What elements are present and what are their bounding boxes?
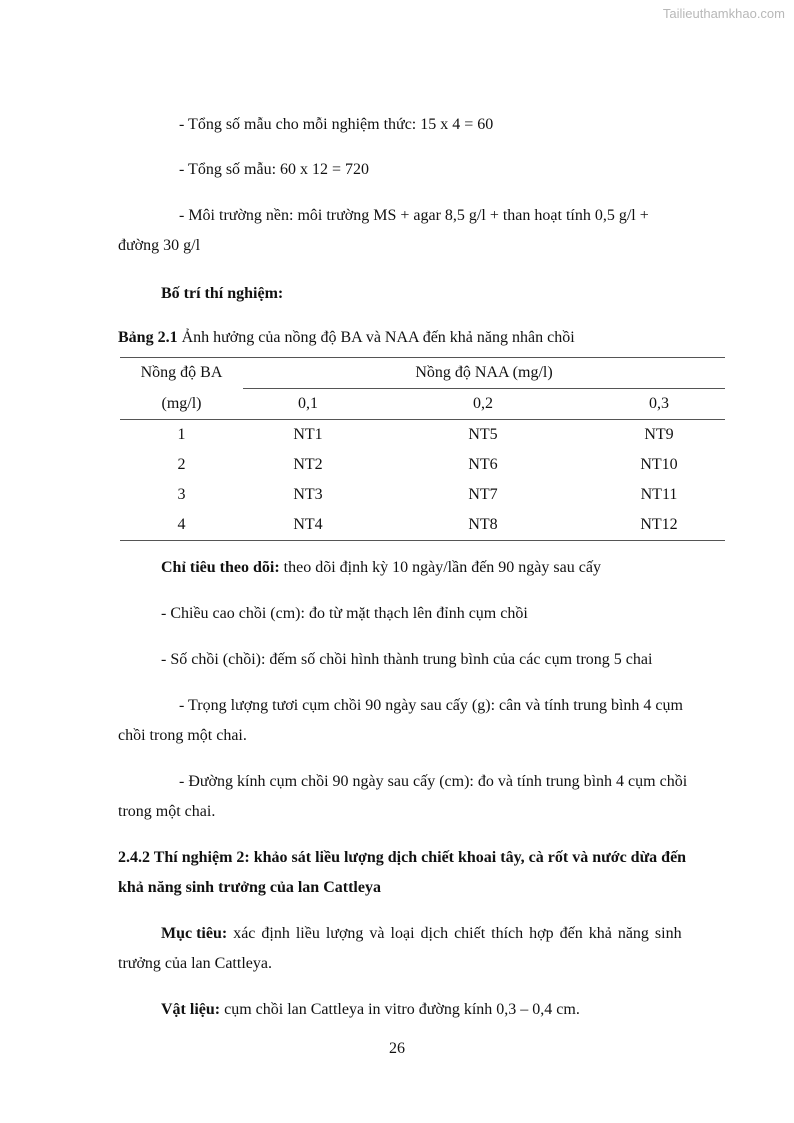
layout-heading: Bố trí thí nghiệm: xyxy=(161,285,284,302)
objective-text-line1: xác định liều lượng và loại dịch chiết thích hợp đến khả năng sinh xyxy=(227,925,682,942)
treatment-cell: NT9 xyxy=(644,426,674,443)
ba-header-line1: Nồng độ BA xyxy=(120,358,243,389)
material-label: Vật liệu: xyxy=(161,1001,221,1018)
ba-value: 2 xyxy=(177,456,186,473)
naa-col-2: 0,3 xyxy=(593,389,725,420)
total-sample-count: - Tổng số mẫu: 60 x 12 = 720 xyxy=(179,161,370,178)
table-header-row xyxy=(120,358,725,389)
treatment-cell: NT5 xyxy=(468,426,498,443)
ba-value: 3 xyxy=(177,486,186,503)
indicator-fresh-weight-line1: - Trọng lượng tươi cụm chồi 90 ngày sau cấy (g): cân và tính trung bình 4 cụm xyxy=(179,697,683,714)
base-medium-line1: - Môi trường nền: môi trường MS + agar 8,5 g/l + than hoạt tính 0,5 g/l + xyxy=(179,207,649,224)
indicators-paragraph xyxy=(161,558,601,578)
treatment-cell: NT12 xyxy=(593,510,725,541)
treatment-cell: NT2 xyxy=(293,456,323,473)
table-row xyxy=(120,420,725,451)
section-heading-line2: khả năng sinh trưởng của lan Cattleya xyxy=(118,879,381,896)
table-row xyxy=(120,480,725,510)
treatment-cell: NT3 xyxy=(293,486,323,503)
base-medium-line2: đường 30 g/l xyxy=(118,237,201,254)
ba-header-line2: (mg/l) xyxy=(120,389,243,420)
objective-text-line2: trưởng của lan Cattleya. xyxy=(118,955,272,972)
indicator-fresh-weight-line2: chồi trong một chai. xyxy=(118,727,247,744)
indicators-label: Chỉ tiêu theo dõi: xyxy=(161,559,280,576)
table-row xyxy=(120,510,725,541)
table-caption xyxy=(118,328,575,348)
treatment-cell: NT10 xyxy=(640,456,678,473)
section-heading-line1: 2.4.2 Thí nghiệm 2: khảo sát liều lượng dịch chiết khoai tây, cà rốt và nước dừa đến xyxy=(118,849,687,866)
treatment-cell: NT11 xyxy=(640,486,678,503)
objective-paragraph xyxy=(161,924,682,944)
treatment-cell: NT8 xyxy=(373,510,593,541)
indicator-diameter-line1: - Đường kính cụm chồi 90 ngày sau cấy (cm): đo và tính trung bình 4 cụm chồi xyxy=(179,773,688,790)
table-caption-text: Ảnh hưởng của nồng độ BA và NAA đến khả năng nhân chồi xyxy=(177,329,575,346)
objective-label: Mục tiêu: xyxy=(161,925,228,942)
table-row xyxy=(120,450,725,480)
sample-count-per-treatment: - Tổng số mẫu cho mỗi nghiệm thức: 15 x 4 = 60 xyxy=(179,116,494,133)
naa-col-0: 0,1 xyxy=(243,389,373,420)
watermark: Tailieuthamkhao.com xyxy=(662,6,785,21)
page-number: 26 xyxy=(389,1040,405,1057)
indicator-shoot-count: - Số chồi (chồi): đếm số chồi hình thành trung bình của các cụm trong 5 chai xyxy=(161,651,653,668)
material-text: cụm chồi lan Cattleya in vitro đường kính 0,3 – 0,4 cm. xyxy=(220,1001,580,1018)
indicator-shoot-height: - Chiều cao chồi (cm): đo từ mặt thạch lên đỉnh cụm chồi xyxy=(161,605,528,622)
table-subheader-row xyxy=(120,389,725,420)
ba-value: 1 xyxy=(177,426,186,443)
table-caption-label: Bảng 2.1 xyxy=(118,329,178,346)
treatment-cell: NT1 xyxy=(293,426,323,443)
treatment-cell: NT4 xyxy=(243,510,373,541)
treatment-cell: NT6 xyxy=(468,456,498,473)
treatment-cell: NT7 xyxy=(468,486,498,503)
ba-value: 4 xyxy=(120,510,243,541)
indicators-text: theo dõi định kỳ 10 ngày/lần đến 90 ngày sau cấy xyxy=(279,559,601,576)
indicator-diameter-line2: trong một chai. xyxy=(118,803,216,820)
naa-col-1: 0,2 xyxy=(373,389,593,420)
naa-group-header: Nồng độ NAA (mg/l) xyxy=(243,358,725,389)
material-paragraph xyxy=(161,1000,580,1020)
treatment-table xyxy=(120,357,725,541)
